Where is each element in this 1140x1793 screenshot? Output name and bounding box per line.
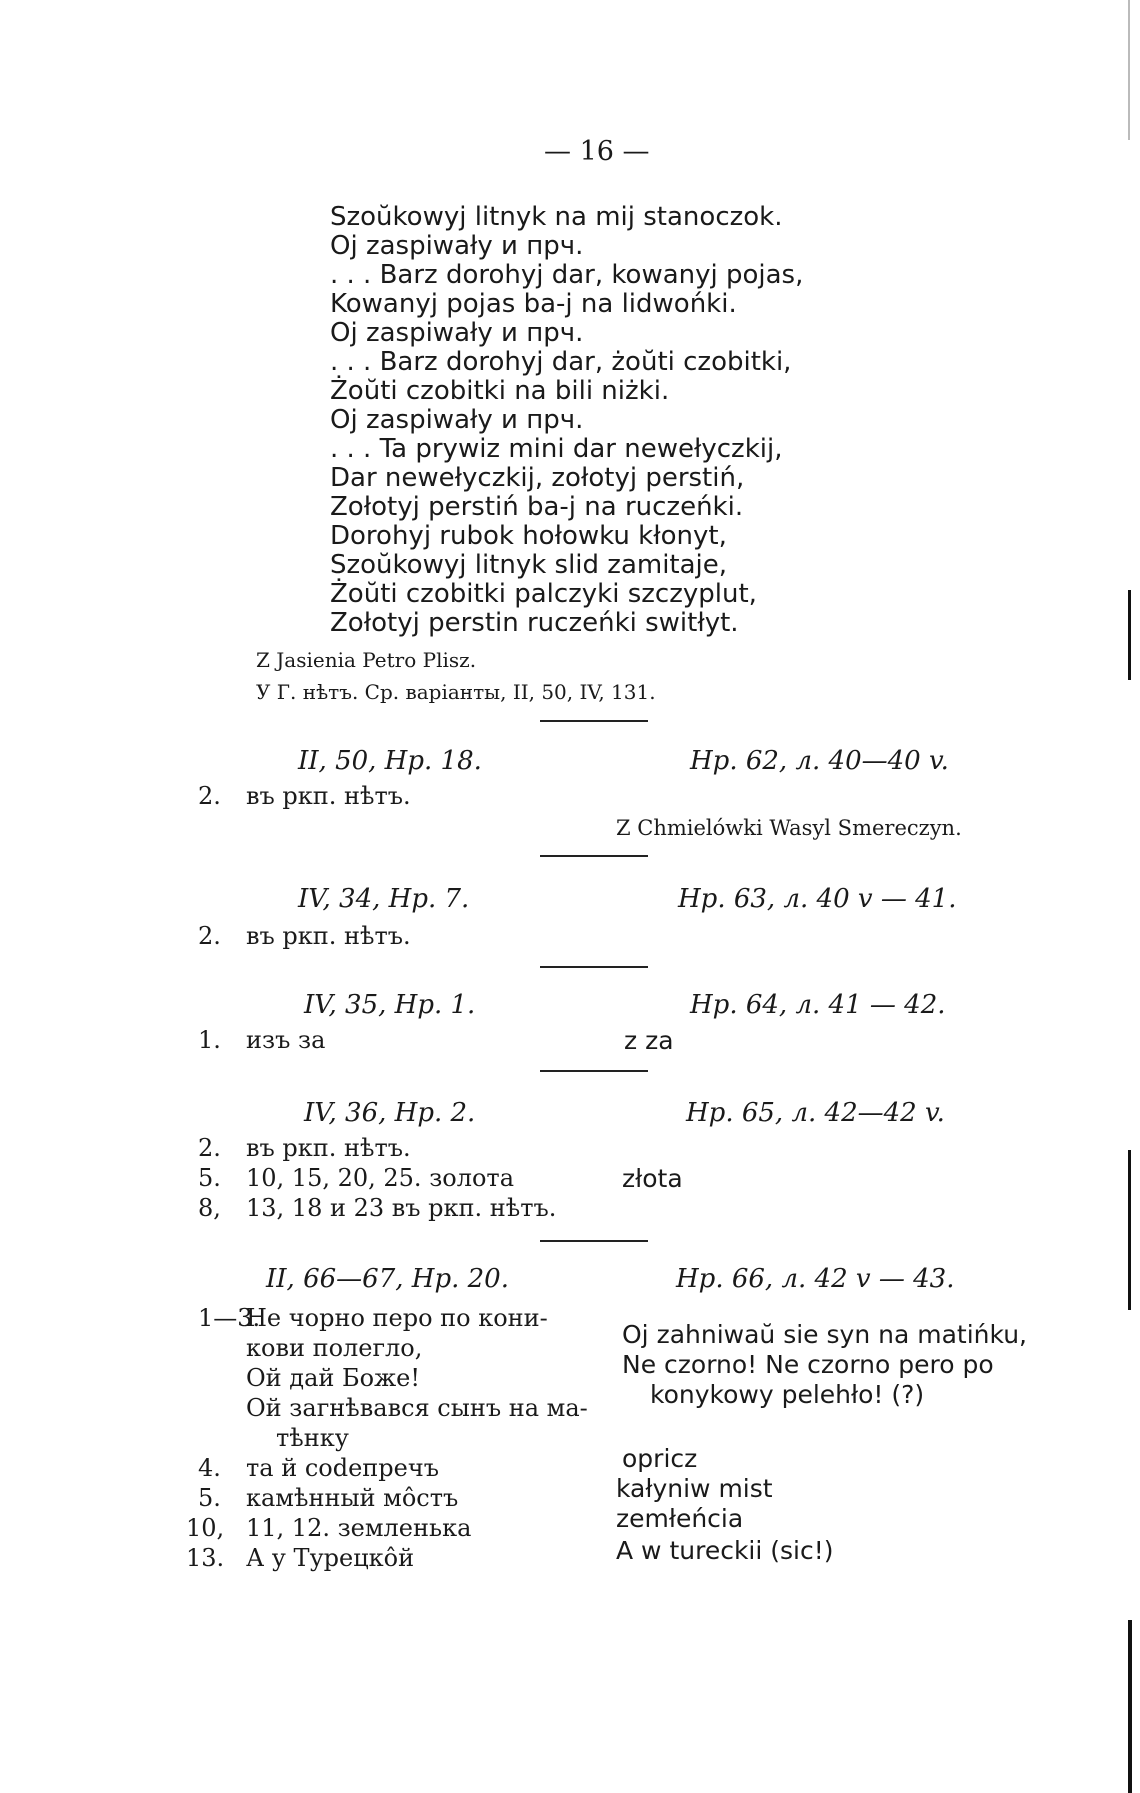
poem-line: . . . Barz dorohyj dar, kowanyj pojas, [330, 260, 804, 290]
right-heading: Hp. 65, л. 42—42 v. [686, 1098, 945, 1128]
note-text: тѣнку [276, 1424, 349, 1452]
page-number: — 16 — [544, 136, 650, 167]
right-heading: Hp. 62, л. 40—40 v. [690, 746, 949, 776]
poem-line: Dorohyj rubok hołowku kłonyt, [330, 521, 727, 551]
scan-edge [1128, 0, 1130, 140]
left-heading: IV, 34, Hp. 7. [298, 884, 470, 914]
divider [540, 1240, 648, 1242]
note-text: Не чорно перо по кони- [246, 1304, 548, 1332]
divider [540, 720, 648, 722]
poem-line: Dar newełyczkij, zołotyj perstiń, [330, 463, 745, 493]
note-polish: Oj zahniwaŭ sie syn na matińku, [622, 1320, 1027, 1349]
note-polish: Ne czorno! Ne czorno pero po [622, 1350, 994, 1379]
poem-line: Zołotyj perstin ruczeńki switłyt. [330, 608, 739, 638]
divider [540, 966, 648, 968]
note-polish: A w tureckii (sic!) [616, 1536, 834, 1565]
note-polish: z za [624, 1026, 674, 1055]
scan-edge [1128, 1620, 1132, 1793]
note-number: 8, [198, 1194, 221, 1222]
note-number: 1—3. [198, 1304, 261, 1332]
note-text: Ой дай Боже! [246, 1364, 421, 1392]
source-attribution: Z Jasienia Petro Plisz. [256, 648, 477, 672]
left-heading: II, 50, Hp. 18. [298, 746, 482, 776]
right-heading: Hp. 66, л. 42 v — 43. [676, 1264, 955, 1294]
note-text: кови полегло, [246, 1334, 423, 1362]
poem-line: Oj zaspiwały и прч. [330, 405, 584, 435]
note-number: 4. [198, 1454, 221, 1482]
poem-line: . . . Ta prywiz mini dar newełyczkij, [330, 434, 783, 464]
left-heading: IV, 36, Hp. 2. [304, 1098, 476, 1128]
note-text: Ой загнѣвався сынъ на ма- [246, 1394, 588, 1422]
note-polish: zemłeńcia [616, 1504, 744, 1533]
note-text: въ ркп. нѣтъ. [246, 782, 411, 810]
note-number: 2. [198, 782, 221, 810]
variant-reference: У Г. нѣтъ. Ср. варіанты, II, 50, IV, 131. [256, 680, 656, 704]
divider [540, 1070, 648, 1072]
note-text: изъ за [246, 1026, 326, 1054]
poem-line: . . . Barz dorohyj dar, żoŭti czobitki, [330, 347, 792, 377]
note-polish: kałyniw mist [616, 1474, 773, 1503]
note-number: 1. [198, 1026, 221, 1054]
poem-line: Oj zaspiwały и прч. [330, 318, 584, 348]
divider [540, 855, 648, 857]
note-number: 2. [198, 1134, 221, 1162]
note-polish: konykowy pelehło! (?) [650, 1380, 925, 1409]
poem-line: Szoŭkowyj litnyk slid zamitaje, [330, 550, 728, 580]
note-polish: złota [622, 1164, 683, 1193]
poem-line: Kowanyj pojas ba-j na lidwońki. [330, 289, 737, 319]
note-number: 10, [186, 1514, 225, 1542]
right-heading: Hp. 64, л. 41 — 42. [690, 990, 946, 1020]
poem-line: Żoŭti czobitki na bili niżki. [330, 376, 670, 406]
note-text: А у Турецкôй [246, 1544, 415, 1572]
left-heading: IV, 35, Hp. 1. [304, 990, 476, 1020]
note-text: въ ркп. нѣтъ. [246, 922, 411, 950]
poem-line: Zołotyj perstiń ba-j na ruczeńki. [330, 492, 744, 522]
note-number: 2. [198, 922, 221, 950]
scan-edge [1128, 1150, 1131, 1310]
poem-line: Oj zaspiwały и прч. [330, 231, 584, 261]
left-heading: II, 66—67, Hp. 20. [266, 1264, 509, 1294]
scan-edge [1128, 590, 1131, 680]
note-text: 10, 15, 20, 25. золота [246, 1164, 515, 1192]
note-number: 5. [198, 1164, 221, 1192]
poem-line: Szoŭkowyj litnyk na mij stanoczok. [330, 202, 783, 232]
note-polish: opricz [622, 1444, 698, 1473]
note-text: камѣнный мôстъ [246, 1484, 459, 1512]
source-attribution: Z Chmielówki Wasyl Smereczyn. [616, 816, 962, 840]
note-text: 13, 18 и 23 въ ркп. нѣтъ. [246, 1194, 557, 1222]
note-text: 11, 12. земленька [246, 1514, 472, 1542]
note-number: 5. [198, 1484, 221, 1512]
poem-line: Żoŭti czobitki palczyki szczyplut, [330, 579, 757, 609]
note-text: въ ркп. нѣтъ. [246, 1134, 411, 1162]
note-number: 13. [186, 1544, 225, 1572]
note-text: та й codeпречъ [246, 1454, 439, 1482]
right-heading: Hp. 63, л. 40 v — 41. [678, 884, 957, 914]
